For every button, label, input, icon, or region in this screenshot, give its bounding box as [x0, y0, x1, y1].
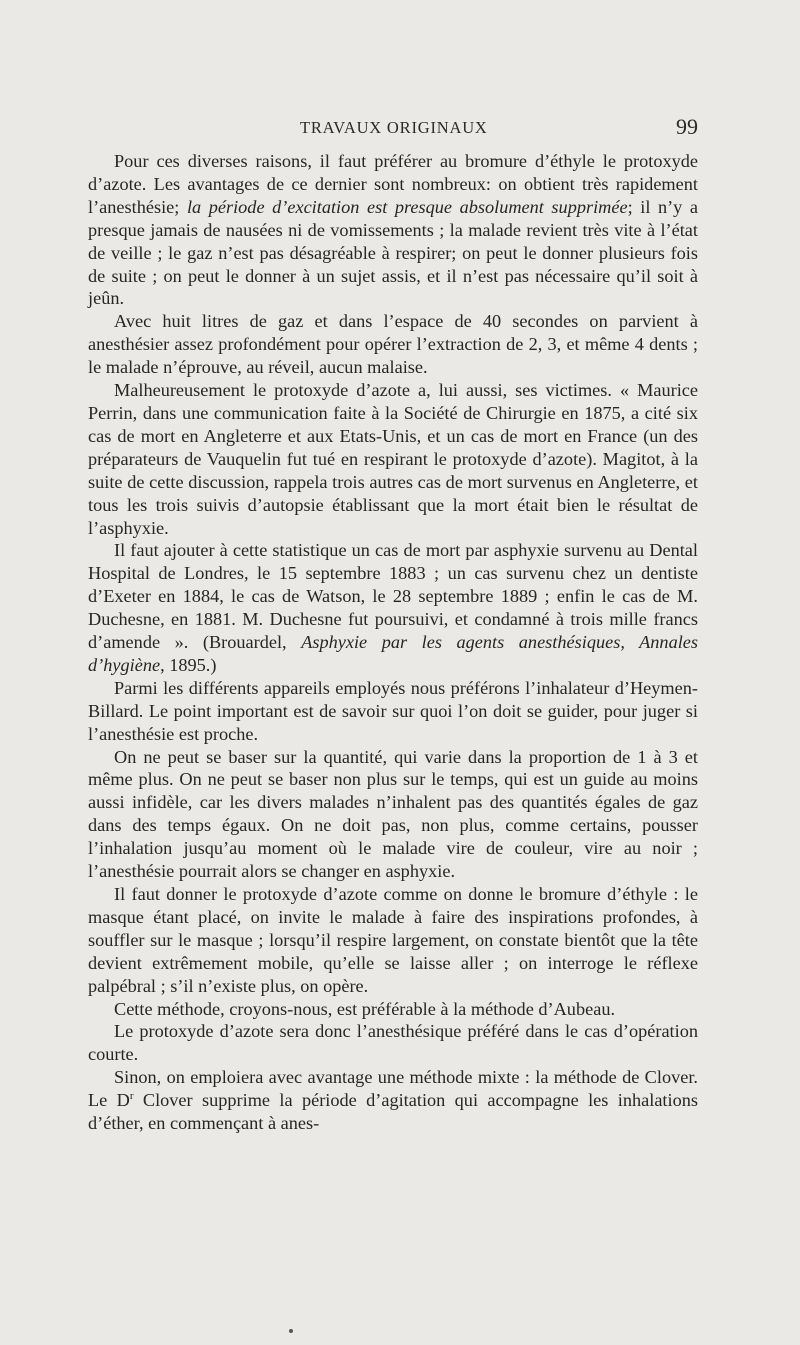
italic-text: la période d’excitation est presque absolument supprimée	[186, 196, 628, 217]
paragraph	[88, 998, 698, 1021]
page-number: 99	[676, 114, 698, 139]
paragraph	[88, 379, 698, 539]
text-run: Clover supprime la période d’agitation qui accompagne les inhalations d’éther, en commençant à anes-	[88, 1090, 698, 1134]
paragraph	[88, 1066, 698, 1135]
text-run: Parmi les différents appareils employés nous préférons l’inhalateur d’Heymen-Billard. Le point important est de savoir sur quoi l’on doit se guider, pour juger si l’anesthésie est proche.	[88, 677, 698, 744]
text-run: Cette méthode, croyons-nous, est préférable à la méthode d’Aubeau.	[114, 998, 616, 1019]
running-title: TRAVAUX ORIGINAUX	[300, 118, 488, 137]
text-run: Malheureusement le protoxyde d’azote a, lui aussi, ses victimes. « Maurice Perrin, dans une communication faite à la Société de Chirurgie en 1875, a cité six cas de mort en Angleterre et aux Etats-Unis, et un cas de mort en France (un des préparateurs de Vauquelin fut tué en respirant le protoxyde d’azote). Magitot, à la suite de cette discussion, rappela trois autres cas de mort survenus en Angleterre, et tous les trois suivis d’autopsie établissant que la mort était bien le résultat de l’asphyxie.	[88, 380, 698, 538]
paragraph	[88, 746, 698, 883]
paragraph	[88, 539, 698, 676]
paragraph	[88, 1020, 698, 1066]
ink-speck	[289, 1329, 293, 1333]
text-run: Avec huit litres de gaz et dans l’espace de 40 secondes on parvient à anesthésier assez profondément pour opérer l’extraction de 2, 3, et même 4 dents ; le malade n’éprouve, au réveil, aucun malaise.	[88, 311, 698, 378]
paragraph	[88, 310, 698, 379]
text-run: , 1895.)	[160, 654, 217, 675]
text-run: Il faut donner le protoxyde d’azote comme on donne le bromure d’éthyle : le masque étant placé, on invite le malade à faire des inspirations profondes, à souffler sur le masque ; lorsqu’il respire largement, on constate bientôt que la tête devient extrêmement mobile, qu’elle se laisse aller ; on interroge le réflexe palpébral ; s’il n’existe plus, on opère.	[88, 884, 698, 996]
text-run: Sinon, on emploiera avec avantage une méthode mixte : la méthode de Clover. Le D	[88, 1067, 698, 1111]
italic-text: Asphyxie par les agents anesthésiques, Annales d’hygiène	[88, 632, 699, 675]
paragraph	[88, 677, 698, 746]
superscript-text: r	[129, 1090, 134, 1103]
text-run: Il faut ajouter à cette statistique un cas de mort par asphyxie survenu au Dental Hospital de Londres, le 15 septembre 1883 ; un cas survenu chez un dentiste d’Exeter en 1884, le cas de Watson, le 28 septembre 1889 ; enfin le cas de M. Duchesne, en 1881. M. Duchesne fut poursuivi, et condamné à trois mille francs d’amende ». (Brouardel,	[88, 540, 698, 653]
text-run: Pour ces diverses raisons, il faut préférer au bromure d’éthyle le protoxyde d’azote. Les avantages de ce dernier sont nombreux: on obtient très rapidement l’anesthésie;	[88, 151, 698, 217]
text-run: On ne peut se baser sur la quantité, qui varie dans la proportion de 1 à 3 et même plus. On ne peut se baser non plus sur le temps, qui est un guide au moins aussi infidèle, car les divers malades n’inhalent pas des quantités égales de gaz dans des temps égaux. On ne doit pas, non plus, comme certains, pousser l’inhalation jusqu’au moment où le malade vire de couleur, vire au noir ; l’anesthésie pourrait alors se changer en asphyxie.	[88, 746, 698, 882]
text-run: ; il n’y a presque jamais de nausées ni de vomissements ; la malade revient très vite à l’état de veille ; le gaz n’est pas désagréable à respirer; on peut le donner plusieurs fois de suite ; on peut le donner à un sujet assis, et il n’est pas nécessaire qu’il soit à jeûn.	[88, 196, 698, 309]
text-run: Le protoxyde d’azote sera donc l’anesthésique préféré dans le cas d’opération courte.	[88, 1021, 698, 1065]
body-text	[88, 150, 698, 1135]
running-head	[88, 114, 700, 140]
paragraph	[88, 150, 698, 310]
paragraph	[88, 883, 698, 998]
